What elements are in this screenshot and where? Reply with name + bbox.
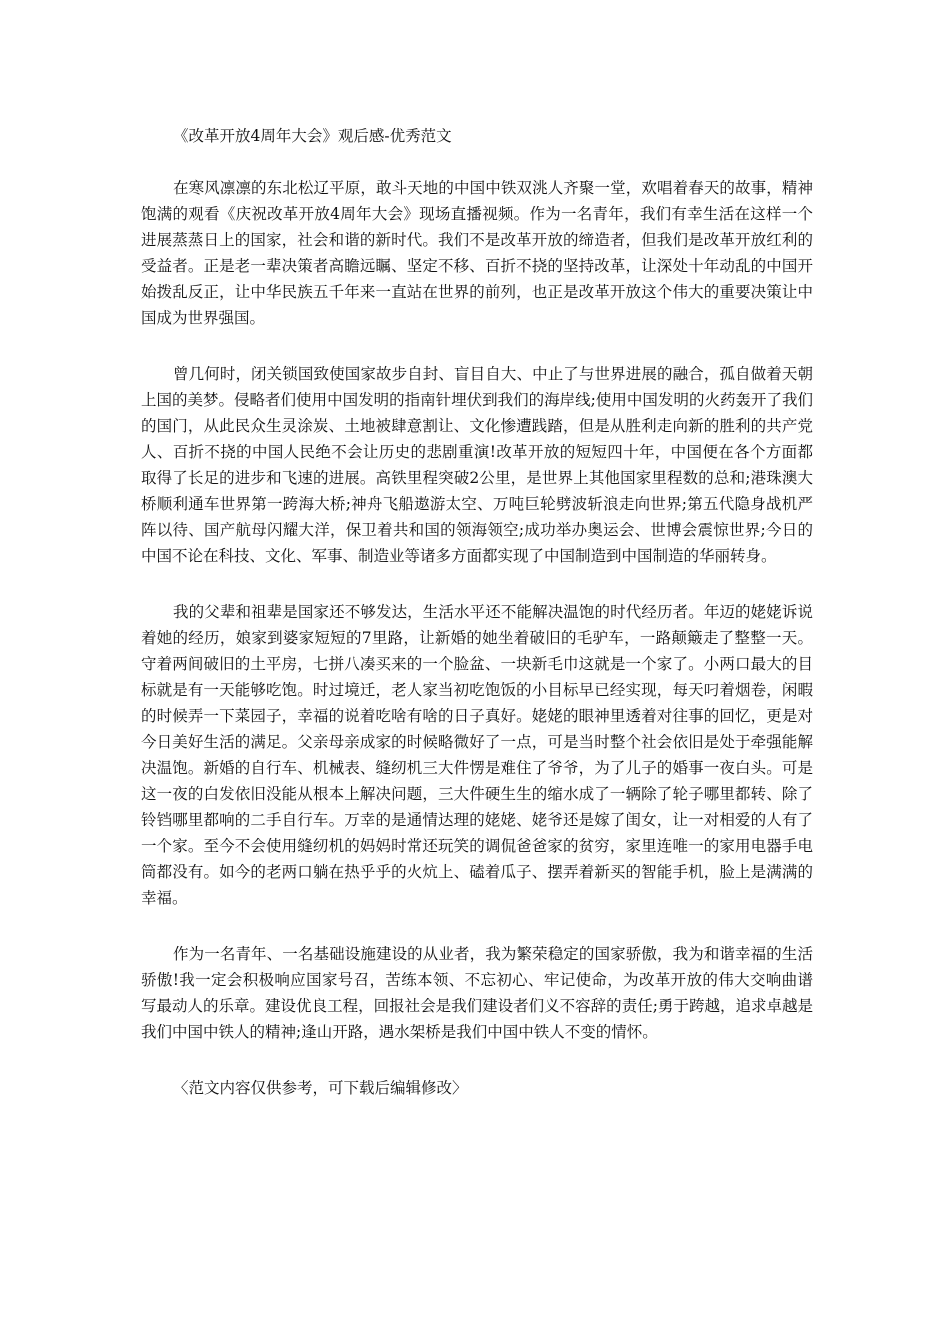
paragraph-4: 作为一名青年、一名基础设施建设的从业者，我为繁荣稳定的国家骄傲，我为和谐幸福的生活骄傲!我一定会积极响应国家号召，苦练本领、不忘初心、牢记使命，为改革开放的伟大交响曲谱写最动人的乐章。建设优良工程，回报社会是我们建设者们义不容辞的责任;勇于跨越，追求卓越是我们中国中铁人的精神;逢山开路，遇水架桥是我们中国中铁人不变的情怀。 [141, 945, 813, 1041]
paragraph-1: 在寒风凛凛的东北松辽平原，敢斗天地的中国中铁双洮人齐聚一堂，欢唱着春天的故事，精神饱满的观看《庆祝改革开放4周年大会》现场直播视频。作为一名青年，我们有幸生活在这样一个进展蒸蒸日上的国家，社会和谐的新时代。我们不是改革开放的缔造者，但我们是改革开放红利的受益者。正是老一辈决策者高瞻远瞩、坚定不移、百折不挠的坚持改革，让深处十年动乱的中国开始拨乱反正，让中华民族五千年来一直站在世界的前列，也正是改革开放这个伟大的重要决策让中国成为世界强国。 [141, 179, 813, 327]
footer-note: 〈范文内容仅供参考，可下载后编辑修改〉 [173, 1079, 468, 1097]
paragraph-3: 我的父辈和祖辈是国家还不够发达，生活水平还不能解决温饱的时代经历者。年迈的姥姥诉说着她的经历，娘家到婆家短短的7里路，让新婚的她坐着破旧的毛驴车，一路颠簸走了整整一天。守着两间破旧的土平房，七拼八凑买来的一个脸盆、一块新毛巾这就是一个家了。小两口最大的目标就是有一天能够吃饱。时过境迁，老人家当初吃饱饭的小目标早已经实现，每天叼着烟卷，闲暇的时候弄一下菜园子，幸福的说着吃啥有啥的日子真好。姥姥的眼神里透着对往事的回忆，更是对今日美好生活的满足。父亲母亲成家的时候略微好了一点，可是当时整个社会依旧是处于牵强能解决温饱。新婚的自行车、机械表、缝纫机三大件愣是难住了爷爷，为了儿子的婚事一夜白头。可是这一夜的白发依旧没能从根本上解决问题，三大件硬生生的缩水成了一辆除了轮子哪里都转、除了铃铛哪里都响的二手自行车。万幸的是通情达理的姥姥、姥爷还是嫁了闺女，让一对相爱的人有了一个家。至今不会使用缝纫机的妈妈时常还玩笑的调侃爸爸家的贫穷，家里连唯一的家用电器手电筒都没有。如今的老两口躺在热乎乎的火炕上、磕着瓜子、摆弄着新买的智能手机，脸上是满满的幸福。 [141, 603, 813, 907]
document-content [141, 121, 813, 1101]
document-title: 《改革开放4周年大会》观后感-优秀范文 [173, 127, 452, 145]
paragraph-2: 曾几何时，闭关锁国致使国家故步自封、盲目自大、中止了与世界进展的融合，孤自做着天朝上国的美梦。侵略者们使用中国发明的指南针埋伏到我们的海岸线;使用中国发明的火药轰开了我们的国门，从此民众生灵涂炭、土地被肆意割让、文化惨遭践踏，但是从胜利走向新的胜利的共产党人、百折不挠的中国人民绝不会让历史的悲剧重演!改革开放的短短四十年，中国便在各个方面都取得了长足的进步和飞速的进展。高铁里程突破2公里，是世界上其他国家里程数的总和;港珠澳大桥顺利通车世界第一跨海大桥;神舟飞船遨游太空、万吨巨轮劈波斩浪走向世界;第五代隐身战机严阵以待、国产航母闪耀大洋，保卫着共和国的领海领空;成功举办奥运会、世博会震惊世界;今日的中国不论在科技、文化、军事、制造业等诸多方面都实现了中国制造到中国制造的华丽转身。 [141, 365, 813, 565]
